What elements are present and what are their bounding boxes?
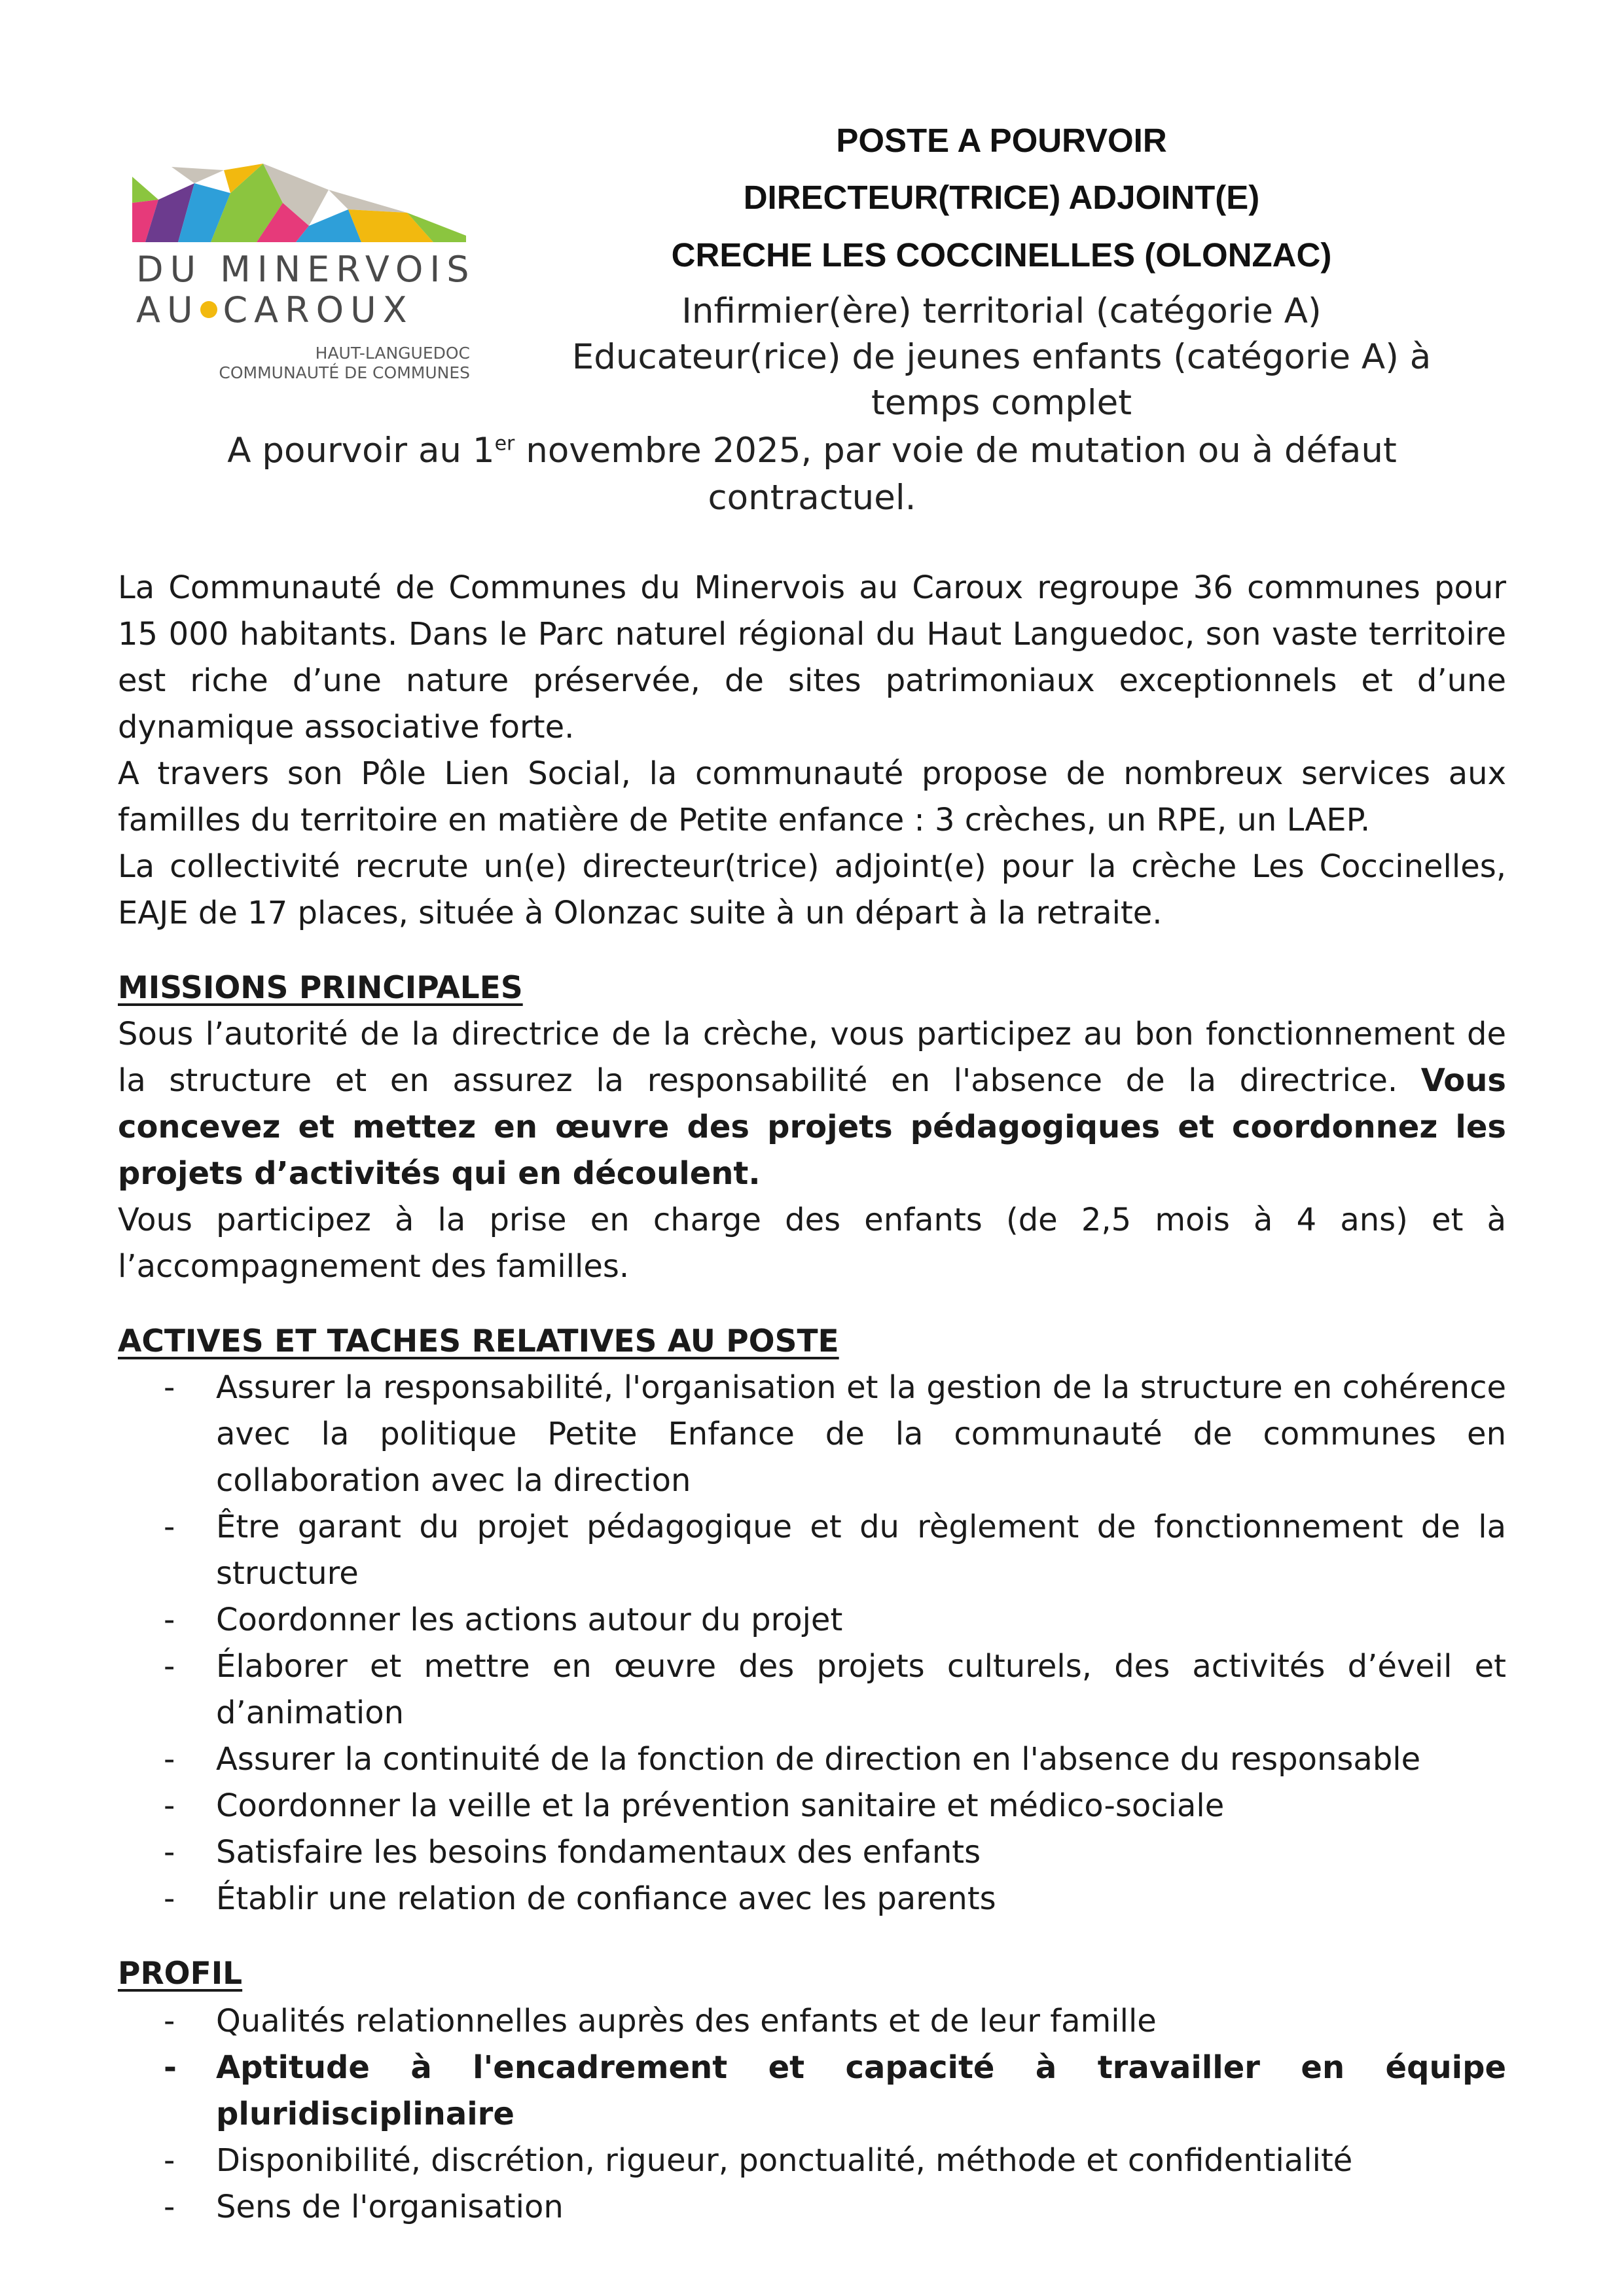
list-item: - Assurer la continuité de la fonction de direction en l'absence du responsable xyxy=(118,1736,1506,1783)
intro-paragraph-1: La Communauté de Communes du Minervois au Caroux regroupe 36 communes pour 15 000 habitants. Dans le Parc naturel régional du Haut Languedoc, son vaste territoire est riche d’une nature préservée, de sites patrimoniaux exceptionnels et d’une dynamique associative forte. xyxy=(118,569,1506,745)
activites-heading: ACTIVES ET TACHES RELATIVES AU POSTE xyxy=(118,1323,839,1359)
list-item: - Élaborer et mettre en œuvre des projets culturels, des activités d’éveil et d’animation xyxy=(118,1643,1506,1736)
logo-line-3: HAUT-LANGUEDOC xyxy=(315,344,470,363)
missions-paragraph-2: Vous participez à la prise en charge des enfants (de 2,5 mois à 4 ans) et à l’accompagnement des familles. xyxy=(118,1202,1506,1285)
header-date xyxy=(118,431,1506,471)
list-item: - Assurer la responsabilité, l'organisation et la gestion de la structure en cohérence avec la politique Petite Enfance de la communauté de communes en collaboration avec la direction xyxy=(118,1365,1506,1504)
activites-list xyxy=(118,1365,1506,1922)
header-poste: POSTE A POURVOIR xyxy=(836,122,1167,159)
list-item: - Satisfaire les besoins fondamentaux des enfants xyxy=(118,1829,1506,1876)
header-grade-2: Educateur(rice) de jeunes enfants (catégorie A) à xyxy=(571,337,1432,377)
logo-line-2 xyxy=(136,289,477,331)
missions-text: Sous l’autorité de la directrice de la crèche, vous participez au bon fonctionnement de la structure et en assurez la responsabilité en l'absence de la directrice. xyxy=(118,1016,1506,1099)
list-item: - Coordonner les actions autour du projet xyxy=(118,1597,1506,1643)
sun-dot-icon xyxy=(200,301,217,318)
logo-mountains-graphic xyxy=(132,164,466,249)
header-creche: CRECHE LES COCCINELLES (OLONZAC) xyxy=(671,236,1332,274)
header-date-sup: er xyxy=(494,432,515,456)
list-item: - Établir une relation de confiance avec les parents xyxy=(118,1876,1506,1922)
header-date-start: A pourvoir au 1 xyxy=(227,431,495,471)
header-temps: temps complet xyxy=(871,383,1132,423)
missions-text-bold: Vous concevez et mettez en œuvre des projets pédagogiques et coordonnez les projets d’activités qui en découlent. xyxy=(118,1062,1506,1192)
logo-line-2-right: CAROUX xyxy=(223,289,414,331)
profil-heading: PROFIL xyxy=(118,1956,243,1992)
missions-paragraph-1 xyxy=(118,1011,1506,1197)
list-item: - Être garant du projet pédagogique et du règlement de fonctionnement de la structure xyxy=(118,1504,1506,1597)
organization-logo xyxy=(118,118,476,393)
list-item: - Qualités relationnelles auprès des enfants et de leur famille xyxy=(118,1998,1506,2045)
header-job-title: DIRECTEUR(TRICE) ADJOINT(E) xyxy=(743,179,1260,216)
list-item: - Disponibilité, discrétion, rigueur, ponctualité, méthode et confidentialité xyxy=(118,2138,1506,2184)
list-item: - Aptitude à l'encadrement et capacité à travailler en équipe pluridisciplinaire xyxy=(118,2045,1506,2138)
logo-line-4: COMMUNAUTÉ DE COMMUNES xyxy=(219,363,470,382)
header-grade-1: Infirmier(ère) territorial (catégorie A) xyxy=(681,291,1322,331)
header-contract: contractuel. xyxy=(708,478,916,518)
intro-paragraph-3: La collectivité recrute un(e) directeur(trice) adjoint(e) pour la crèche Les Coccinelles, EAJE de 17 places, située à Olonzac suite à un départ à la retraite. xyxy=(118,848,1506,931)
header-date-end: novembre 2025, par voie de mutation ou à défaut xyxy=(514,431,1397,471)
logo-line-1: DU MINERVOIS xyxy=(136,249,476,290)
profil-list xyxy=(118,1998,1506,2231)
intro-paragraph-2: A travers son Pôle Lien Social, la communauté propose de nombreux services aux familles du territoire en matière de Petite enfance : 3 crèches, un RPE, un LAEP. xyxy=(118,755,1506,838)
logo-line-2-left: AU xyxy=(136,289,200,331)
list-item: - Coordonner la veille et la prévention sanitaire et médico-sociale xyxy=(118,1783,1506,1829)
list-item: - Sens de l'organisation xyxy=(118,2184,1506,2231)
missions-heading: MISSIONS PRINCIPALES xyxy=(118,970,523,1006)
